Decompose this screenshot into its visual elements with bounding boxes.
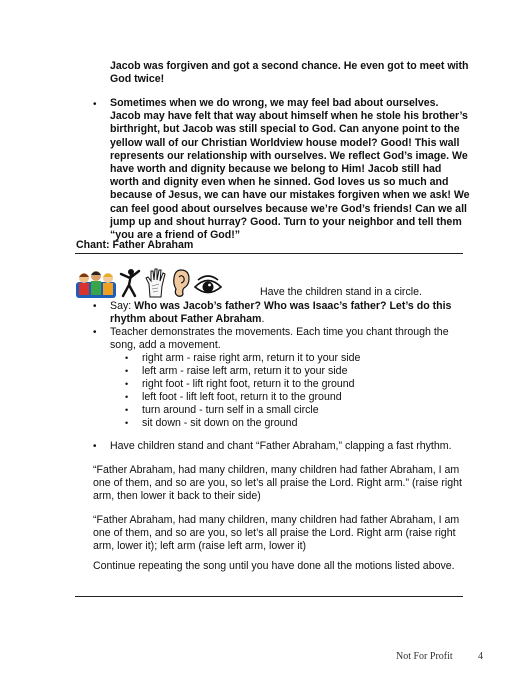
list-item: left arm - raise left arm, return it to your side: [142, 365, 348, 377]
continue-paragraph: Continue repeating the song until you have done all the motions listed above.: [93, 560, 455, 572]
footer-label: Not For Profit: [396, 651, 453, 662]
intro-paragraph: Jacob was forgiven and got a second chance. He even got to meet with God twice!: [110, 60, 469, 86]
say-paragraph: [110, 300, 470, 326]
list-item-marker: •: [125, 405, 129, 415]
bullet-marker: •: [93, 327, 97, 338]
teacher-demo-paragraph: Teacher demonstrates the movements. Each time you chant through the song, add a movement.: [110, 326, 449, 352]
list-item: sit down - sit down on the ground: [142, 417, 298, 429]
section-title: Chant: Father Abraham: [76, 239, 194, 251]
list-item-marker: •: [125, 366, 129, 376]
ear-icon: [171, 268, 191, 298]
clap-instruction: Have children stand and chant “Father Abraham,” clapping a fast rhythm.: [110, 440, 452, 452]
worth-dignity-paragraph: Sometimes when we do wrong, we may feel bad about ourselves. Jacob may have felt that way about himself when he stole his brother’s birthright, but Jacob was still special to God. Can anyone point to the yellow wall of our Christian Worldview house model? Good! This wall represents our relationship with ourselves. We reflect God’s image. We have worth and dignity because we belong to Him! Jacob still had worth and dignity even when he sinned. God loves us so much and because of Jesus, we can have our mistakes forgiven when we ask! We can feel good about ourselves because we’re God’s friends! Can we all jump up and shout hurray? Good. Turn to your neighbor and tell them “you are a friend of God!”: [110, 97, 470, 242]
list-item: left foot - lift left foot, return it to the ground: [142, 391, 342, 403]
list-item: right arm - raise right arm, return it to your side: [142, 352, 361, 364]
section-divider-bottom: [75, 596, 463, 597]
group-of-children-icon: [76, 268, 116, 298]
bullet-marker: •: [93, 441, 97, 452]
verse-1: “Father Abraham, had many children, many children had father Abraham, I am one of them, and so are you, so let’s all praise the Lord. Right arm.” (raise right arm, then lower it back to their side): [93, 464, 463, 503]
say-question: Who was Jacob’s father? Who was Isaac’s father? Let’s do this rhythm about Father Abraham: [110, 300, 452, 326]
stand-instruction: Have the children stand in a circle.: [260, 286, 422, 298]
eye-icon: [194, 274, 222, 298]
bullet-marker: •: [93, 99, 97, 110]
list-item-marker: •: [125, 353, 129, 363]
say-end: .: [261, 313, 265, 326]
say-label: Say:: [110, 300, 135, 312]
stretching-figure-icon: [119, 268, 141, 298]
page-number: 4: [478, 651, 483, 662]
list-item: right foot - lift right foot, return it to the ground: [142, 378, 355, 390]
hand-icon: [144, 268, 168, 298]
bullet-marker: •: [93, 301, 97, 312]
activity-icons-row: [76, 268, 222, 298]
verse-2: “Father Abraham, had many children, many children had father Abraham, I am one of them, and so are you, so let’s all praise the Lord. Right arm (raise right arm, lower it); left arm (raise left arm, lower it): [93, 514, 460, 553]
list-item: turn around - turn self in a small circle: [142, 404, 319, 416]
list-item-marker: •: [125, 392, 129, 402]
list-item-marker: •: [125, 418, 129, 428]
section-divider-top: [75, 253, 463, 254]
list-item-marker: •: [125, 379, 129, 389]
